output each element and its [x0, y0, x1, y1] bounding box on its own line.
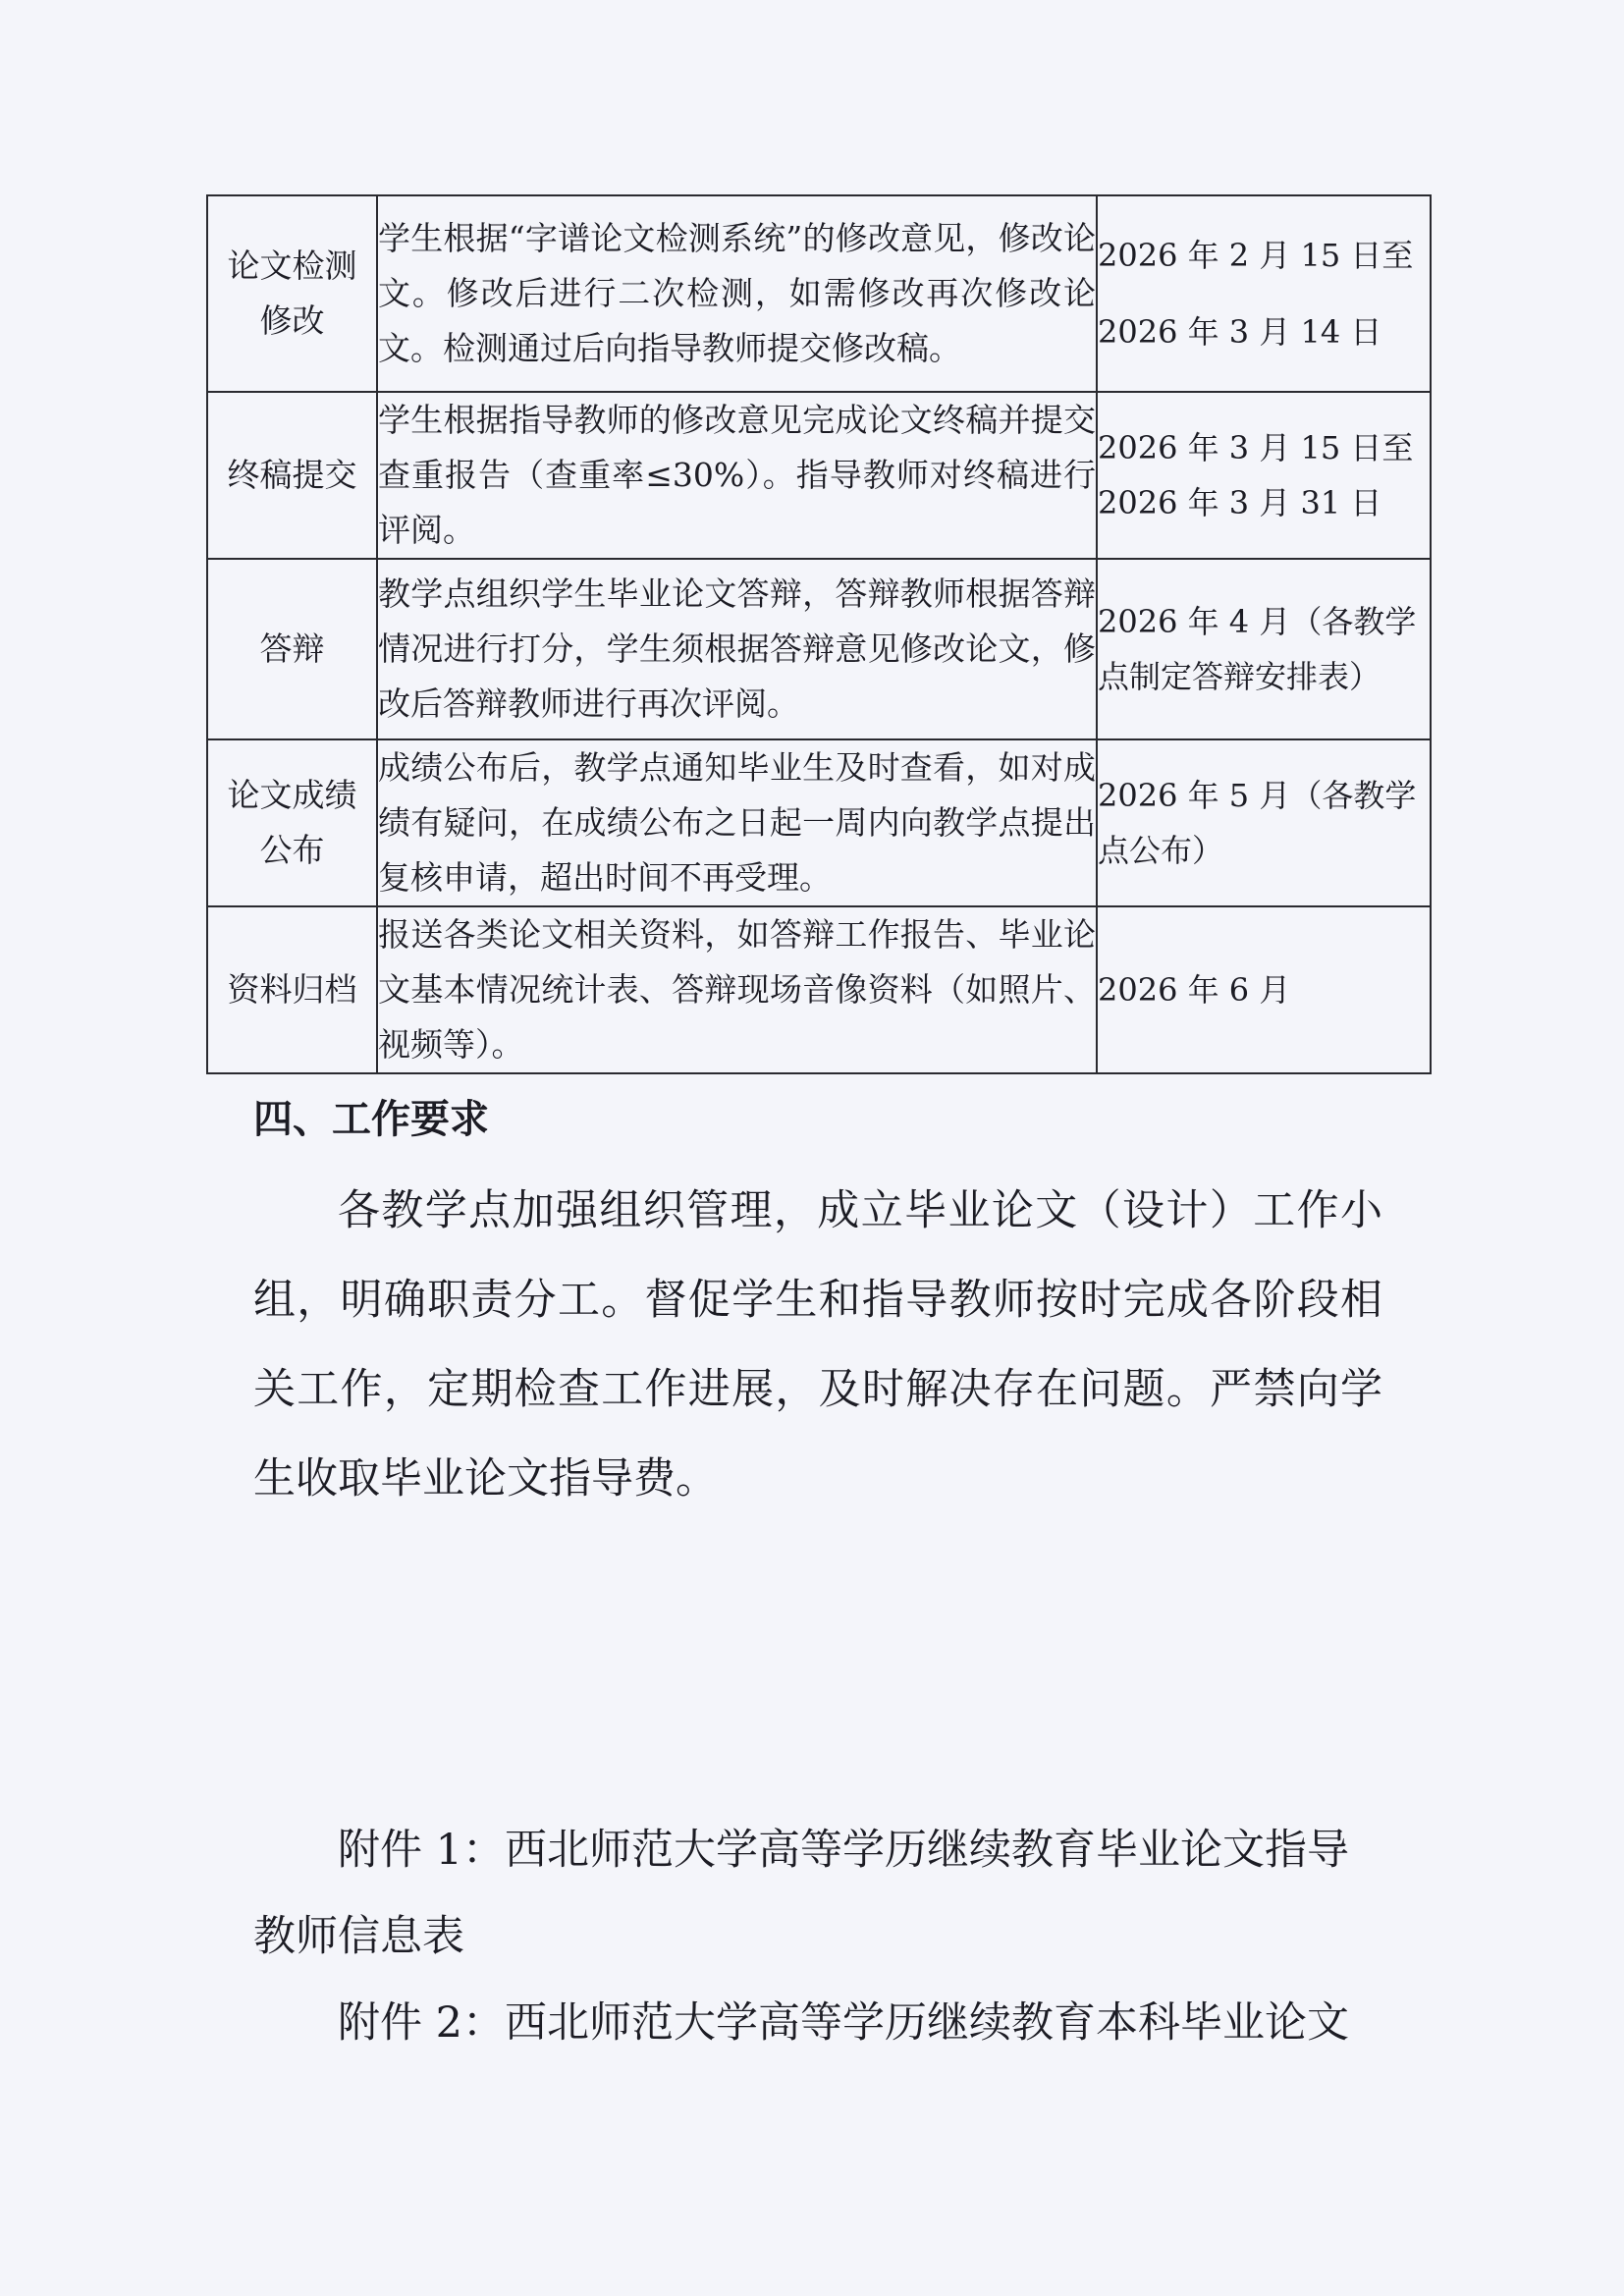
stage-cell [207, 392, 377, 559]
time-cell [1097, 195, 1431, 392]
time-text: 2026 年 6 月 [1098, 971, 1291, 1009]
description-cell: 报送各类论文相关资料，如答辩工作报告、毕业论文基本情况统计表、答辩现场音像资料（如照片、视频等）。 [377, 906, 1097, 1073]
description-cell: 学生根据“字谱论文检测系统”的修改意见，修改论文。修改后进行二次检测，如需修改再次修改论文。检测通过后向指导教师提交修改稿。 [377, 195, 1097, 392]
description-cell: 学生根据指导教师的修改意见完成论文终稿并提交查重报告（查重率≤30%）。指导教师对终稿进行评阅。 [377, 392, 1097, 559]
description-cell: 教学点组织学生毕业论文答辩，答辩教师根据答辩情况进行打分，学生须根据答辩意见修改论文，修改后答辩教师进行再次评阅。 [377, 559, 1097, 739]
description-cell: 成绩公布后，教学点通知毕业生及时查看，如对成绩有疑问，在成绩公布之日起一周内向教学点提出复核申请，超出时间不再受理。 [377, 739, 1097, 906]
time-text: 点公布） [1098, 832, 1224, 869]
table-row [207, 559, 1431, 739]
stage-label: 资料归档 [227, 970, 357, 1009]
attachment-item-1: 附件 1：西北师范大学高等学历继续教育毕业论文指导教师信息表 [253, 1826, 1350, 1961]
stage-label: 修改 [259, 301, 325, 340]
table-row [207, 906, 1431, 1073]
stage-label: 论文检测 [227, 246, 357, 285]
time-cell [1097, 559, 1431, 739]
time-spacer [1098, 283, 1430, 304]
stage-label: 公布 [259, 831, 325, 869]
table-row [207, 195, 1431, 392]
time-cell [1097, 392, 1431, 559]
stage-label: 论文成绩 [227, 776, 357, 814]
time-cell [1097, 906, 1431, 1073]
time-text: 2026 年 5 月（各教学 [1098, 777, 1417, 814]
section-heading: 四、工作要求 [253, 1097, 489, 1142]
time-text: 点制定答辩安排表） [1098, 658, 1381, 695]
table-row [207, 739, 1431, 906]
time-text: 2026 年 4 月（各教学 [1098, 603, 1417, 640]
time-cell [1097, 739, 1431, 906]
stage-label: 终稿提交 [227, 456, 357, 494]
stage-cell [207, 739, 377, 906]
attachment-item-2: 附件 2：西北师范大学高等学历继续教育本科毕业论文 [338, 1998, 1350, 2048]
time-text: 2026 年 3 月 14 日 [1098, 313, 1382, 351]
time-text: 2026 年 3 月 31 日 [1098, 484, 1382, 521]
stage-cell [207, 195, 377, 392]
stage-cell [207, 906, 377, 1073]
schedule-table [206, 194, 1432, 1074]
section-paragraph: 各教学点加强组织管理，成立毕业论文（设计）工作小组，明确职责分工。督促学生和指导教师按时完成各阶段相关工作，定期检查工作进展，及时解决存在问题。严禁向学生收取毕业论文指导费。 [253, 1186, 1382, 1503]
time-text: 2026 年 3 月 15 日至 [1098, 429, 1414, 466]
table-row [207, 392, 1431, 559]
time-text: 2026 年 2 月 15 日至 [1098, 237, 1414, 274]
stage-label: 答辩 [259, 629, 325, 668]
stage-cell [207, 559, 377, 739]
